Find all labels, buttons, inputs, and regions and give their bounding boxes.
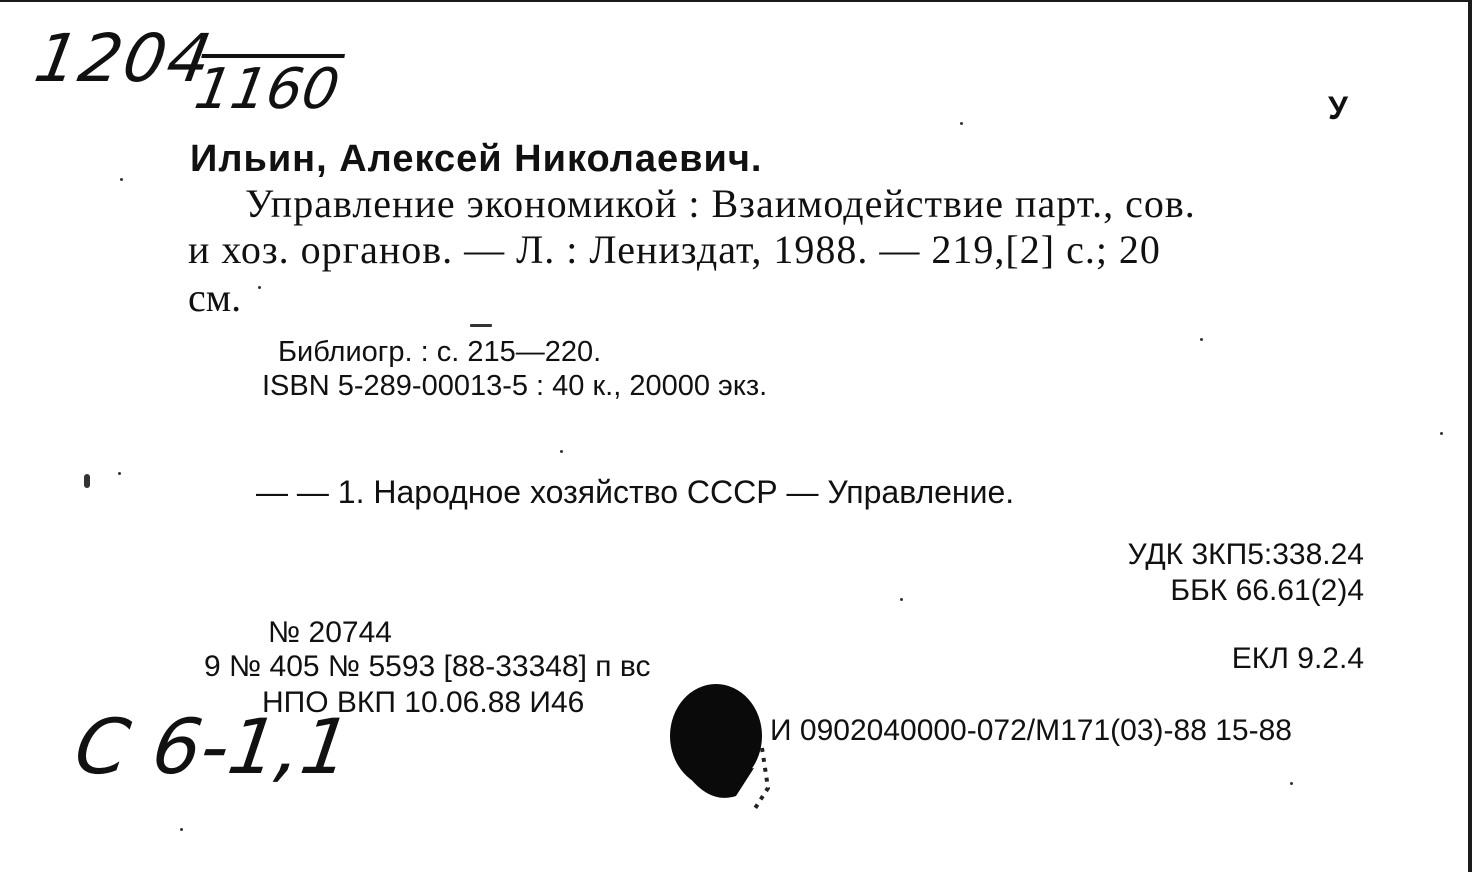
bibliography-note: Библиогр. : с. 215—220. [278,336,602,368]
author-heading: Ильин, Алексей Николаевич. [190,138,763,180]
scan-speck [900,598,903,601]
scan-speck [1440,432,1443,435]
title-line-1: Управление экономикой : Взаимодействие парт., сов. [245,181,1196,226]
scan-speck [180,828,183,831]
scan-speck [118,472,121,475]
scan-speck [120,178,123,181]
scan-speck [960,122,963,125]
subject-heading: — — 1. Народное хозяйство СССР — Управление. [256,474,1015,510]
scan-speck [258,286,261,289]
ekl-code: ЕКЛ 9.2.4 [1231,642,1364,675]
scan-speck [84,474,90,488]
title-line-2: и хоз. органов. — Л. : Лениздат, 1988. — 219,[2] с.; 20 [188,227,1161,272]
scan-speck [560,450,563,453]
isbn-note: ISBN 5-289-00013-5 : 40 к., 20000 экз. [262,370,768,402]
title-line-3: см. [188,275,242,320]
handwritten-fraction: 1160 [190,54,345,122]
corner-letter: У [1328,90,1348,126]
scan-speck [1290,782,1293,785]
scan-speck [1200,338,1203,341]
punch-hole-icon [666,678,776,818]
handwritten-shelf-code: С 6-1,1 [69,702,357,791]
handwritten-number: 1204 [29,20,219,97]
order-line-3: НПО ВКП 10.06.88 И46 [262,686,585,719]
bbk-code: ББК 66.61(2)4 [1170,574,1364,607]
scan-speck [470,324,492,327]
order-line-2: 9 № 405 № 5593 [88-33348] п вс [204,650,651,683]
index-code: И 0902040000-072/М171(03)-88 15-88 [770,714,1292,747]
order-number: № 20744 [268,616,392,649]
udk-code: УДК 3КП5:338.24 [1127,538,1364,571]
